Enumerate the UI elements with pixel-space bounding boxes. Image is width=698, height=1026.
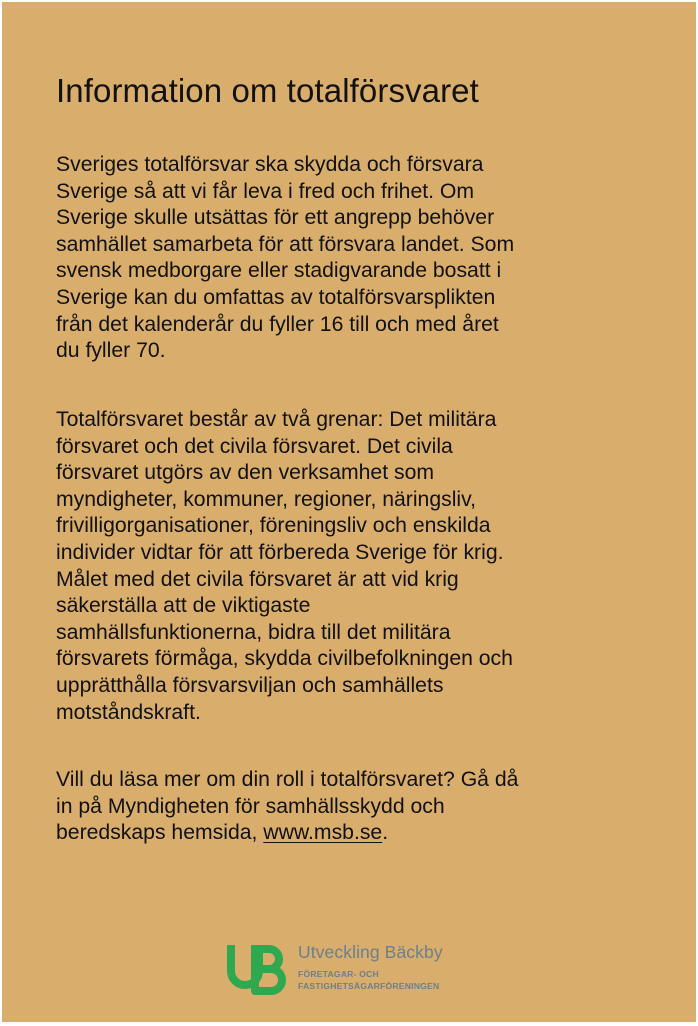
paragraph-line: försvaret utgörs av den verksamhet som: [56, 461, 435, 485]
paragraph-line: samhällsfunktionerna, bidra till det militära: [56, 620, 451, 644]
logo-name: Utveckling Bäckby: [298, 942, 443, 962]
paragraph-intro: [56, 152, 656, 365]
paragraph-line: från det kalenderår du fyller 16 till och med året: [56, 312, 499, 336]
msb-website-link[interactable]: www.msb.se: [263, 821, 383, 845]
paragraph-line: försvarets förmåga, skydda civilbefolkningen och: [56, 647, 513, 671]
page-title: Information om totalförsvaret: [56, 72, 479, 109]
utveckling-backby-logo: [227, 939, 487, 999]
paragraph-line: samhället samarbeta för att försvara landet. Som: [56, 232, 515, 256]
paragraph-line: svensk medborgare eller stadigvarande bosatt i: [56, 259, 502, 283]
ub-logo-mark-icon: [227, 941, 289, 997]
paragraph-line: Sverige kan du omfattas av totalförsvarsplikten: [56, 285, 496, 309]
paragraph-line: Vill du läsa mer om din roll i totalförsvaret? Gå då: [56, 768, 519, 791]
info-page: [2, 2, 696, 1022]
paragraph-line: myndigheter, kommuner, regioner, näringsliv,: [56, 487, 477, 511]
paragraph-line: Sverige så att vi får leva i fred och frihet. Om: [56, 179, 475, 203]
paragraph-line: försvaret och det civila försvaret. Det civila: [56, 434, 453, 458]
paragraph-line: upprätthålla försvarsviljan och samhällets: [56, 673, 444, 697]
paragraph-line: frivilligorganisationer, föreningsliv och enskilda: [56, 514, 491, 538]
paragraph-line: Sveriges totalförsvar ska skydda och försvara: [56, 153, 484, 176]
paragraph-line: Totalförsvaret består av två grenar: Det militära: [56, 408, 497, 431]
paragraph-branches: [56, 407, 656, 726]
logo-subtitle-line-1: FÖRETAGAR- OCH: [298, 969, 379, 979]
paragraph-line: säkerställa att de viktigaste: [56, 594, 311, 618]
paragraph-line: in på Myndigheten för samhällsskydd och: [56, 794, 445, 818]
paragraph-line: Målet med det civila försvaret är att vid krig: [56, 567, 459, 591]
paragraph-line-with-link: [56, 820, 656, 847]
paragraph-line: motståndskraft.: [56, 700, 201, 724]
link-suffix: .: [382, 821, 389, 845]
paragraph-line: du fyller 70.: [56, 339, 166, 363]
paragraph-line: individer vidtar för att förbereda Sverige för krig.: [56, 540, 504, 564]
logo-subtitle-line-2: FASTIGHETSÄGARFÖRENINGEN: [298, 981, 440, 991]
paragraph-line: Sverige skulle utsättas för ett angrepp behöver: [56, 206, 495, 230]
paragraph-read-more: [56, 767, 656, 847]
link-prefix: beredskaps hemsida,: [56, 821, 264, 845]
